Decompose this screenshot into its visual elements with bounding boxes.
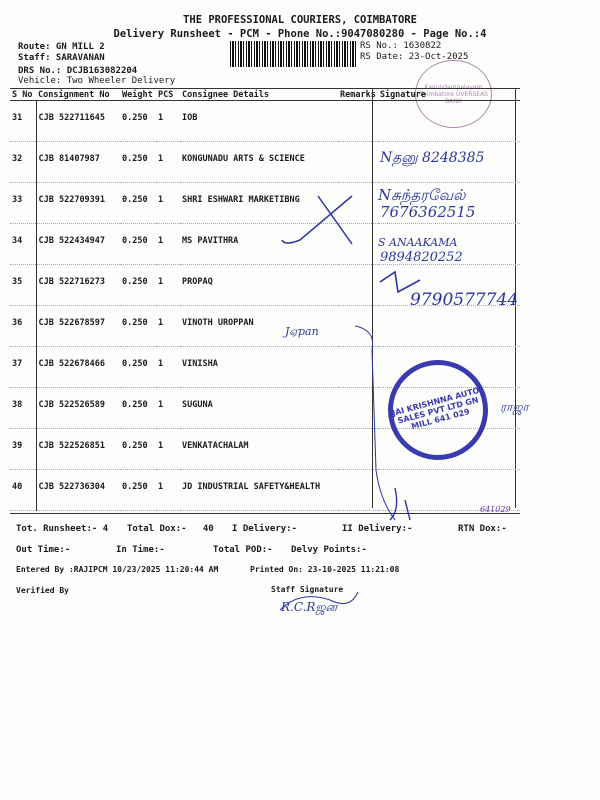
cell-sno: 37 [10,347,36,388]
hw-row34a: S ANAAKAMA [378,236,458,249]
delvy-points: Delvy Points:- [291,545,367,555]
hw-row34b: 9894820252 [380,250,463,265]
bank-stamp: Kavundampalayam Coimbatore OVERSEAS BANK [415,60,492,128]
cell-weight: 0.250 [120,388,156,429]
cell-consignee: VINISHA [180,347,338,388]
col-sno: S No [10,89,36,101]
ink-cross [282,196,352,244]
cell-sno: 34 [10,224,36,265]
cell-sno: 31 [10,101,36,142]
cell-pcs: 1 [156,306,180,347]
cell-weight: 0.250 [120,306,156,347]
cell-weight: 0.250 [120,470,156,511]
hw-row32: Nதனு 8248385 [380,150,485,166]
cell-weight: 0.250 [120,347,156,388]
cell-consignee: JD INDUSTRIAL SAFETY&HEALTH [180,470,338,511]
hw-row38: ராஜா [500,400,529,414]
cell-consignment: CJB 522526851 [36,429,120,470]
cell-pcs: 1 [156,470,180,511]
cell-consignment: CJB 522711645 [36,101,120,142]
cell-sno: 38 [10,388,36,429]
tot-runsheet: Tot. Runsheet:- 4 [16,524,109,534]
col-pcs: PCS [156,89,180,101]
col-remarks: Remarks [340,89,376,100]
cell-sno: 32 [10,142,36,183]
hw-row35: 9790577744 [410,290,519,310]
cell-consignee: IOB [180,101,338,142]
drs-no: DRS No.: DCJB163082204 [18,66,138,76]
cell-weight: 0.250 [120,183,156,224]
printed-on: Printed On: 23-10-2025 11:21:08 [250,565,400,574]
ink-mark40 [390,488,410,520]
title: THE PROFESSIONAL COURIERS, COIMBATORE [183,14,417,26]
vehicle: Vehicle: Two Wheeler Delivery [18,76,176,86]
cell-weight: 0.250 [120,101,156,142]
staff: Staff: SARAVANAN [18,53,105,63]
cell-weight: 0.250 [120,142,156,183]
staff-signature-label: Staff Signature [271,585,344,594]
hw-row40: 641029 [480,505,511,514]
subtitle: Delivery Runsheet - PCM - Phone No.:9047080280 - Page No.:4 [113,28,487,40]
verified-by: Verified By [16,586,69,595]
cell-pcs: 1 [156,224,180,265]
cell-pcs: 1 [156,347,180,388]
col-consignee: Consignee Details [180,89,338,101]
cell-consignee: SHRI ESHWARI MARKETIBNG [180,183,338,224]
out-time: Out Time:- [16,545,71,555]
cell-consignment: CJB 522736304 [36,470,120,511]
cell-consignment: CJB 81407987 [36,142,120,183]
cell-sno: 35 [10,265,36,306]
cell-weight: 0.250 [120,265,156,306]
col-signature: Signature [378,89,520,101]
route: Route: GN MILL 2 [18,42,105,52]
staff-signature-ink: R.C.Rஜன [281,600,338,614]
cell-consignment: CJB 522678466 [36,347,120,388]
cell-consignee: MS PAVITHRA [180,224,338,265]
in-time: In Time:- [116,545,165,555]
cell-consignee: KONGUNADU ARTS & SCIENCE [180,142,338,183]
cell-consignment: CJB 522434947 [36,224,120,265]
total-dox: Total Dox:- 40 [127,524,214,534]
hw-row33a: Nசுந்தரவேல் [378,186,466,204]
cell-pcs: 1 [156,265,180,306]
cell-pcs: 1 [156,142,180,183]
cell-weight: 0.250 [120,429,156,470]
total-pod: Total POD:- [213,545,273,555]
cell-pcs: 1 [156,183,180,224]
entered-by: Entered By :RAJIPCM 10/23/2025 11:20:44 AM [16,565,219,574]
cell-consignee: PROPAQ [180,265,338,306]
cell-sno: 33 [10,183,36,224]
hw-row36: Jஏpan [285,325,319,338]
cell-consignee: VENKATACHALAM [180,429,338,470]
cell-pcs: 1 [156,388,180,429]
cell-consignment: CJB 522709391 [36,183,120,224]
ink-tick [380,272,420,292]
cell-consignment: CJB 522526589 [36,388,120,429]
cell-sno: 40 [10,470,36,511]
company-stamp: JAI KRISHNNA AUTO SALES PVT LTD GN MILL 641 029 [377,349,499,471]
rs-date: RS Date: 23-Oct-2025 [360,52,469,62]
cell-consignment: CJB 522716273 [36,265,120,306]
ii-delivery: II Delivery:- [342,524,413,534]
col-consignment: Consignment No [36,89,120,101]
rtn-dox: RTN Dox:- [458,524,507,534]
cell-consignee: SUGUNA [180,388,338,429]
cell-consignee: VINOTH UROPPAN [180,306,338,347]
cell-sno: 39 [10,429,36,470]
cell-weight: 0.250 [120,224,156,265]
cell-consignment: CJB 522678597 [36,306,120,347]
rs-no: RS No.: 1630822 [360,41,442,51]
cell-pcs: 1 [156,101,180,142]
cell-sno: 36 [10,306,36,347]
hw-row33b: 7676362515 [380,203,476,221]
col-weight: Weight [120,89,156,101]
cell-pcs: 1 [156,429,180,470]
i-delivery: I Delivery:- [232,524,298,534]
